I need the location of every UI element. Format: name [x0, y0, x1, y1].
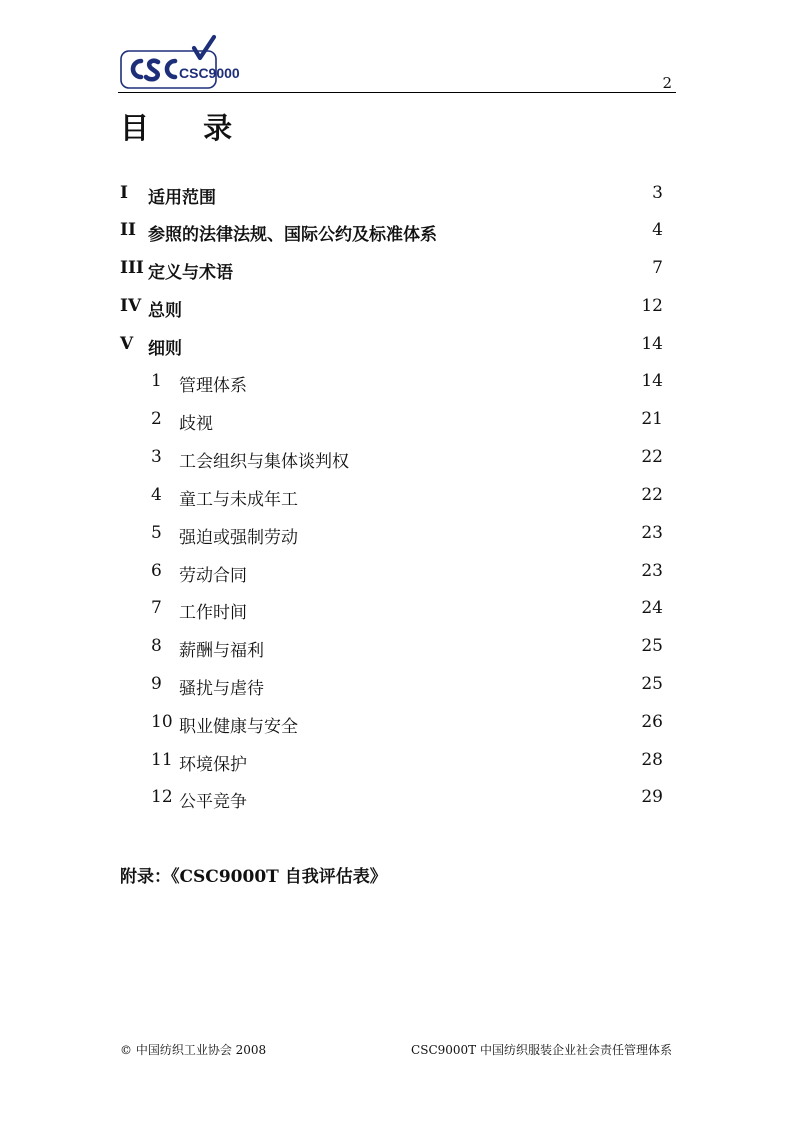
footer-document-title: CSC9000T 中国纺织服装企业社会责任管理体系 [411, 1043, 672, 1057]
toc-entry-number: 12 [151, 787, 173, 807]
toc-entry-label: 劳动合同 [179, 566, 247, 586]
toc-entry-label: 工作时间 [179, 603, 247, 623]
page-number: 2 [662, 74, 672, 92]
csc9000-logo-mark [120, 36, 240, 90]
toc-entry-page: 23 [641, 523, 663, 543]
toc-entry-page: 4 [652, 220, 663, 240]
toc-entry-page: 3 [652, 183, 663, 203]
toc-entry-child-labor[interactable] [120, 485, 663, 509]
toc-entry-discrimination[interactable] [120, 409, 663, 433]
toc-entry-page: 23 [641, 561, 663, 581]
toc-entry-number: 6 [151, 561, 162, 581]
toc-entry-trade-union[interactable] [120, 447, 663, 471]
toc-entry-fair-competition[interactable] [120, 787, 663, 811]
toc-entry-number: 2 [151, 409, 162, 429]
toc-entry-label: 管理体系 [179, 376, 247, 396]
toc-entry-definitions[interactable] [120, 258, 663, 282]
toc-entry-page: 21 [641, 409, 663, 429]
toc-entry-number: I [120, 183, 128, 203]
toc-entry-page: 22 [641, 447, 663, 467]
toc-entry-number: IV [120, 296, 142, 316]
toc-entry-label: 定义与术语 [148, 263, 233, 283]
toc-entry-page: 14 [641, 371, 663, 391]
toc-entry-label: 适用范围 [148, 188, 216, 208]
toc-entry-page: 25 [641, 636, 663, 656]
toc-entry-health-safety[interactable] [120, 712, 663, 736]
toc-entry-general-principles[interactable] [120, 296, 663, 320]
toc-entry-environment[interactable] [120, 750, 663, 774]
toc-entry-label: 总则 [148, 301, 182, 321]
toc-entry-number: 9 [151, 674, 162, 694]
toc-entry-page: 12 [641, 296, 663, 316]
toc-entry-number: 3 [151, 447, 162, 467]
toc-entry-harassment[interactable] [120, 674, 663, 698]
toc-entry-scope[interactable] [120, 183, 663, 207]
toc-entry-page: 7 [652, 258, 663, 278]
toc-entry-label: 参照的法律法规、国际公约及标准体系 [148, 225, 437, 245]
toc-entry-number: 5 [151, 523, 162, 543]
toc-entry-working-hours[interactable] [120, 598, 663, 622]
toc-entry-number: II [120, 220, 136, 240]
toc-entry-label: 骚扰与虐待 [179, 679, 264, 699]
logo-number: CSC9000 [179, 65, 240, 81]
toc-entry-label: 强迫或强制劳动 [179, 528, 298, 548]
toc-entry-number: V [120, 334, 134, 354]
toc-entry-page: 24 [641, 598, 663, 618]
toc-entry-label: 童工与未成年工 [179, 490, 298, 510]
footer-copyright: © 中国纺织工业协会 2008 [120, 1043, 267, 1057]
toc-entry-number: 4 [151, 485, 162, 505]
header-divider [118, 92, 676, 93]
csc9000-logo [120, 36, 240, 90]
toc-entry-label: 细则 [148, 339, 182, 359]
toc-entry-label: 环境保护 [179, 755, 247, 775]
toc-entry-label: 薪酬与福利 [179, 641, 264, 661]
page-title: 目 录 [120, 111, 255, 145]
toc-entry-label: 职业健康与安全 [179, 717, 298, 737]
toc-entry-number: III [120, 258, 144, 278]
toc-entry-page: 29 [641, 787, 663, 807]
checkmark-icon [194, 37, 214, 58]
toc-entry-references[interactable] [120, 220, 663, 244]
toc-entry-page: 25 [641, 674, 663, 694]
toc-entry-number: 11 [151, 750, 173, 770]
toc-entry-number: 10 [151, 712, 173, 732]
toc-entry-management-system[interactable] [120, 371, 663, 395]
toc-entry-label: 工会组织与集体谈判权 [179, 452, 349, 472]
toc-entry-label: 歧视 [179, 414, 213, 434]
toc-entry-label: 公平竞争 [179, 792, 247, 812]
toc-entry-page: 28 [641, 750, 663, 770]
toc-entry-page: 22 [641, 485, 663, 505]
toc-entry-page: 14 [641, 334, 663, 354]
toc-entry-detailed-rules[interactable] [120, 334, 663, 358]
toc-entry-appendix[interactable]: 附录：《CSC9000T 自我评估表》 [120, 867, 387, 887]
toc-entry-number: 1 [151, 371, 162, 391]
toc-entry-wages-benefits[interactable] [120, 636, 663, 660]
toc-entry-forced-labor[interactable] [120, 523, 663, 547]
toc-entry-labor-contract[interactable] [120, 561, 663, 585]
toc-entry-number: 8 [151, 636, 162, 656]
toc-entry-page: 26 [641, 712, 663, 732]
toc-entry-number: 7 [151, 598, 162, 618]
